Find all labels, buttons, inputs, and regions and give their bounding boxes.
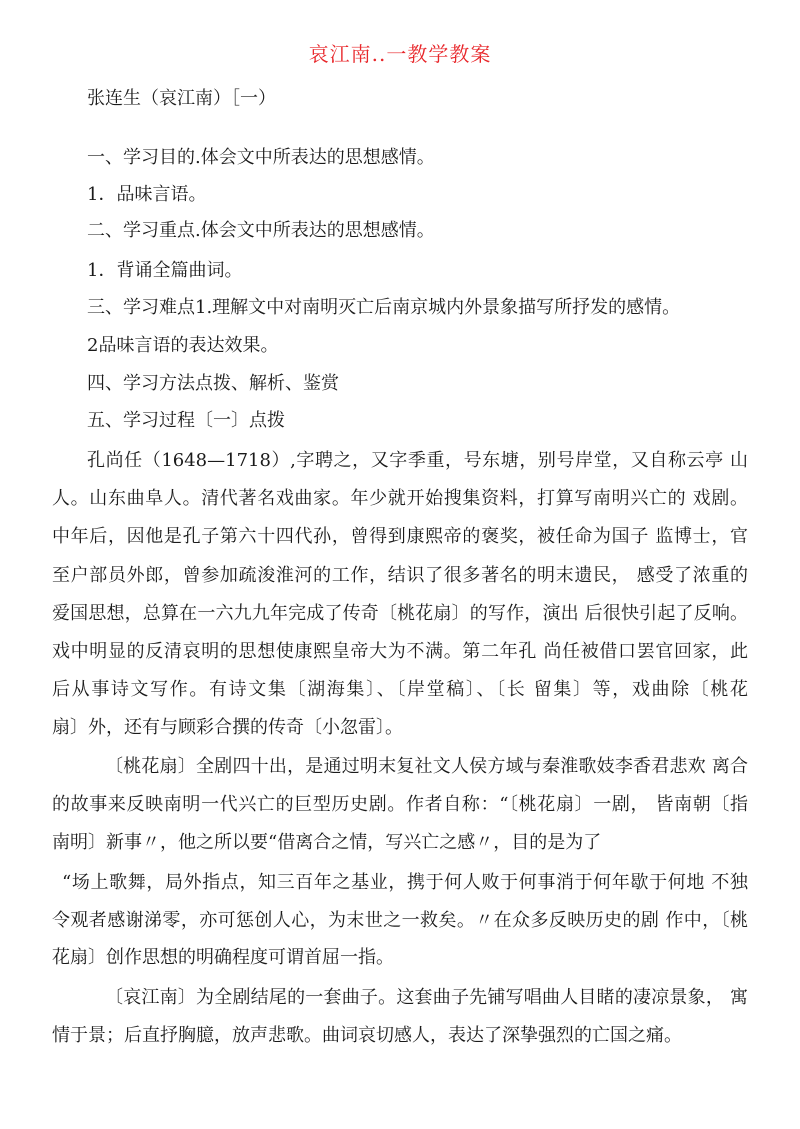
para4-line: 情于景；后直抒胸臆，放声悲歌。曲词哀切感人，表达了深挚强烈的亡国之痛。 [52,1025,682,1046]
section-method: 四、学习方法点拨、解析、鉴赏 [87,373,339,394]
section-process: 五、学习过程〔一〕点拨 [87,410,285,431]
para1-line: 后从事诗文写作。有诗文集〔湖海集〕、〔岸堂稿〕、〔长 留集〕等，戏曲除〔桃花 [52,679,748,700]
objective-item-1: 1．品味言语。 [87,184,207,205]
para3-line: 令观者感谢涕零，亦可惩创人心，为末世之一救矣。〃在众多反映历史的剧 作中，〔桃 [52,910,748,931]
para2-line: 的故事来反映南明一代兴亡的巨型历史剧。作者自称：“〔桃花扇〕一剧， 皆南朝〔指 [52,794,748,815]
para3-line: “场上歌舞，局外指点，知三百年之基业，携于何人败于何事消于何年歇于何地 不独 [62,872,748,893]
document-title: 哀江南..一教学教案 [308,42,492,66]
difficulty-item-2: 2品味言语的表达效果。 [87,335,279,356]
section-focus: 二、学习重点.体会文中所表达的思想感情。 [87,220,435,241]
para1-line: 扇〕外，还有与顾彩合撰的传奇〔小忽雷〕。 [52,717,403,738]
para2-line: 南明〕新事〃，他之所以要“借离合之情，写兴亡之感〃，目的是为了 [52,832,602,853]
para3-line: 花扇〕创作思想的明确程度可谓首屈一指。 [52,947,394,968]
para1-line: 人。山东曲阜人。清代著名戏曲家。年少就开始搜集资料，打算写南明兴亡的 戏剧。 [52,488,748,509]
author-line: 张连生（哀江南）［一） [87,88,276,109]
para1-line: 戏中明显的反清哀明的思想使康熙皇帝大为不满。第二年孔 尚任被借口罢官回家，此 [52,641,748,662]
para4-line: 〔哀江南〕为全剧结尾的一套曲子。这套曲子先铺写唱曲人目睹的凄凉景象， 寓 [105,987,748,1008]
para1-line: 爱国思想，总算在一六九九年完成了传奇〔桃花扇〕的写作，演出 后很快引起了反响。 [52,603,748,624]
para1-line: 孔尚任（1648—1718）,字聘之，又字季重，号东塘，别号岸堂，又自称云亭 山 [87,450,748,471]
focus-item-1: 1．背诵全篇曲词。 [87,260,243,281]
section-objective: 一、学习目的.体会文中所表达的思想感情。 [87,147,435,168]
section-difficulty: 三、学习难点1.理解文中对南明灭亡后南京城内外景象描写所抒发的感情。 [87,297,681,318]
para1-line: 中年后，因他是孔子第六十四代孙，曾得到康熙帝的褒奖，被任命为国子 监博士，官 [52,526,748,547]
para1-line: 至户部员外郎，曾参加疏浚淮河的工作，结识了很多著名的明末遗民， 感受了浓重的 [52,565,748,586]
para2-line: 〔桃花扇〕全剧四十出，是通过明末复社文人侯方域与秦淮歌妓李香君悲欢 离合 [105,756,748,777]
